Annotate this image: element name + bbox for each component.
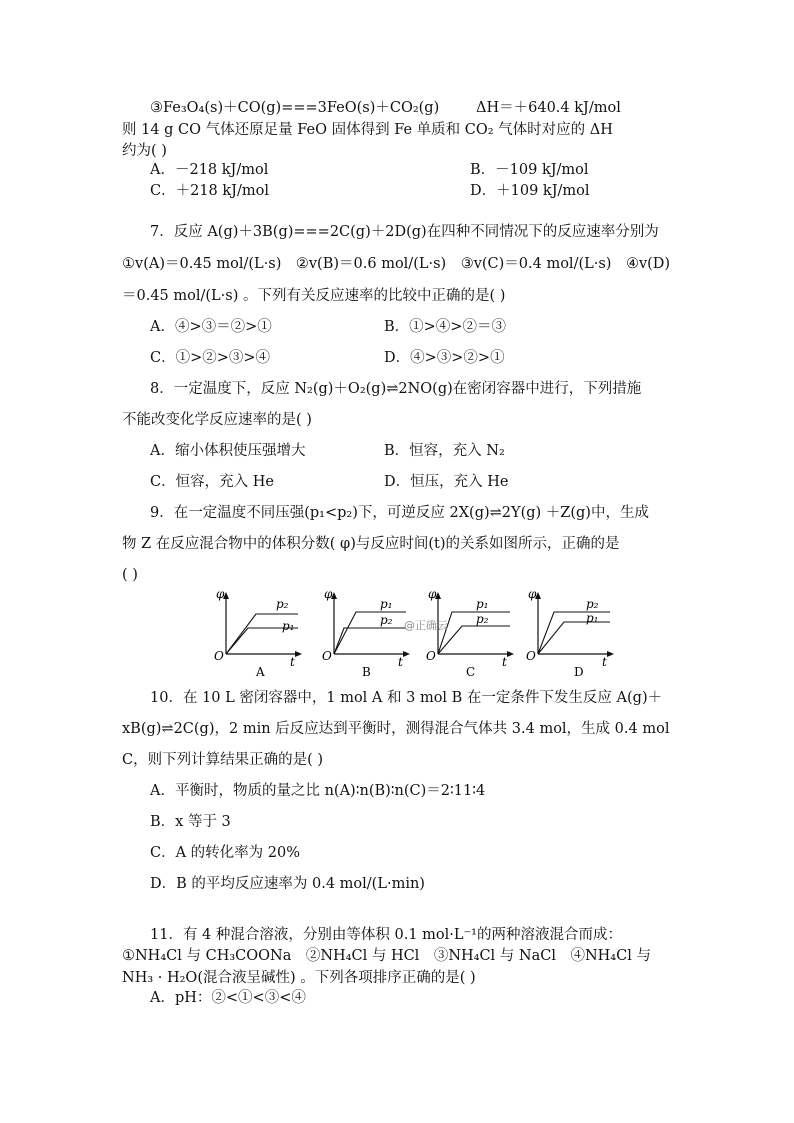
q9-graph-b-y-axis: φ bbox=[324, 588, 333, 601]
q9-graph-c-origin: O bbox=[426, 649, 436, 663]
q10-stem-line-1: 10．在 10 L 密闭容器中，1 mol A 和 3 mol B 在一定条件下发生反应 A(g)＋ bbox=[150, 690, 663, 706]
q9-graph-d bbox=[518, 588, 618, 680]
q10-option-a: A．平衡时，物质的量之比 n(A)∶n(B)∶n(C)＝2∶11∶4 bbox=[150, 783, 486, 799]
watermark-text: @正确云 bbox=[404, 619, 448, 632]
q9-graph-b-origin: O bbox=[322, 649, 332, 663]
q8-option-b: B．恒容，充入 N₂ bbox=[384, 443, 505, 459]
q6-option-b: B．－109 kJ/mol bbox=[470, 162, 589, 178]
q11-stem-line-3: NH₃ · H₂O(混合液呈碱性) 。下列各项排序正确的是( ) bbox=[122, 970, 476, 986]
q10-option-b: B．x 等于 3 bbox=[150, 814, 231, 830]
q9-graph-c-caption: C bbox=[466, 665, 476, 679]
q9-graph-a-bottom-label: p₁ bbox=[282, 619, 295, 633]
q9-stem-line-1: 9．在一定温度不同压强(p₁<p₂)下，可逆反应 2X(g)⇌2Y(g) ＋Z(g)中，生成 bbox=[150, 505, 649, 521]
q9-graph-c-top-label: p₁ bbox=[476, 597, 489, 611]
q9-graph-d-caption: D bbox=[574, 665, 584, 679]
q11-stem-line-1: 11．有 4 种混合溶液，分别由等体积 0.1 mol·L⁻¹的两种溶液混合而成： bbox=[150, 927, 622, 943]
q6-stem-line-2: 约为( ) bbox=[122, 143, 167, 159]
q9-graph-d-bottom-label: p₁ bbox=[586, 611, 599, 625]
q9-graph-a-caption: A bbox=[256, 665, 265, 679]
q8-stem-line-2: 不能改变化学反应速率的是( ) bbox=[122, 412, 312, 428]
q6-stem-line-1: 则 14 g CO 气体还原足量 FeO 固体得到 Fe 单质和 CO₂ 气体时对应的 ΔH bbox=[122, 122, 613, 138]
q9-stem-line-3: ( ) bbox=[122, 567, 138, 583]
q8-option-a: A．缩小体积使压强增大 bbox=[150, 443, 306, 459]
q7-option-b: B．①>④>②＝③ bbox=[384, 319, 506, 335]
q9-graph-b-bottom-label: p₂ bbox=[380, 613, 393, 627]
q9-graph-a-origin: O bbox=[214, 649, 224, 663]
q8-stem-line-1: 8．一定温度下，反应 N₂(g)＋O₂(g)⇌2NO(g)在密闭容器中进行，下列措施 bbox=[150, 381, 642, 397]
q8-option-c: C．恒容，充入 He bbox=[150, 474, 274, 490]
q9-graph-d-y-axis: φ bbox=[528, 588, 537, 601]
q10-stem-line-3: C，则下列计算结果正确的是( ) bbox=[122, 752, 324, 768]
q10-option-d: D．B 的平均反应速率为 0.4 mol/(L·min) bbox=[150, 876, 425, 892]
q6-option-d: D．＋109 kJ/mol bbox=[470, 183, 590, 199]
q9-graph-a-x-axis: t bbox=[290, 655, 295, 669]
q9-graph-a bbox=[206, 588, 306, 680]
q9-graph-c-bottom-label: p₂ bbox=[476, 612, 489, 626]
q9-graph-b-x-axis: t bbox=[398, 655, 403, 669]
q9-graph-c-x-axis: t bbox=[502, 655, 507, 669]
q11-stem-line-2: ①NH₄Cl 与 CH₃COONa ②NH₄Cl 与 HCl ③NH₄Cl 与 NaCl ④NH₄Cl 与 bbox=[122, 948, 651, 964]
q9-graph-b bbox=[314, 588, 414, 680]
q9-graph-a-y-axis: φ bbox=[216, 588, 225, 601]
q7-option-c: C．①>②>③>④ bbox=[150, 350, 271, 366]
q9-graph-b-caption: B bbox=[362, 665, 371, 679]
q9-graph-d-top-label: p₂ bbox=[586, 597, 599, 611]
q6-option-a: A．－218 kJ/mol bbox=[150, 162, 269, 178]
q7-stem-line-2: ①v(A)＝0.45 mol/(L·s) ②v(B)＝0.6 mol/(L·s) ③v(C)＝0.4 mol/(L·s) ④v(D) bbox=[122, 256, 671, 272]
q9-graph-a-top-label: p₂ bbox=[276, 597, 289, 611]
q7-option-a: A．④>③＝②>① bbox=[150, 319, 272, 335]
q9-graph-c-y-axis: φ bbox=[428, 588, 437, 601]
q7-option-d: D．④>③>②>① bbox=[384, 350, 505, 366]
q9-graph-b-top-label: p₁ bbox=[380, 597, 393, 611]
q6-equation-3-enthalpy: ΔH＝＋640.4 kJ/mol bbox=[476, 100, 621, 116]
q8-option-d: D．恒压，充入 He bbox=[384, 474, 509, 490]
q9-stem-line-2: 物 Z 在反应混合物中的体积分数( φ)与反应时间(t)的关系如图所示，正确的是 bbox=[122, 536, 620, 552]
q6-option-c: C．＋218 kJ/mol bbox=[150, 183, 269, 199]
q10-stem-line-2: xB(g)⇌2C(g)，2 min 后反应达到平衡时，测得混合气体共 3.4 mol，生成 0.4 mol bbox=[122, 721, 670, 737]
q7-stem-line-1: 7．反应 A(g)＋3B(g)===2C(g)＋2D(g)在四种不同情况下的反应速率分别为 bbox=[150, 224, 659, 240]
q9-graph-d-x-axis: t bbox=[602, 655, 607, 669]
q9-graph-d-origin: O bbox=[526, 649, 536, 663]
q11-option-a: A．pH：②<①<③<④ bbox=[150, 990, 306, 1006]
q7-stem-line-3: ＝0.45 mol/(L·s) 。下列有关反应速率的比较中正确的是( ) bbox=[122, 288, 506, 304]
q10-option-c: C．A 的转化率为 20% bbox=[150, 845, 301, 861]
q6-equation-3: ③Fe₃O₄(s)＋CO(g)===3FeO(s)＋CO₂(g) bbox=[150, 100, 440, 116]
